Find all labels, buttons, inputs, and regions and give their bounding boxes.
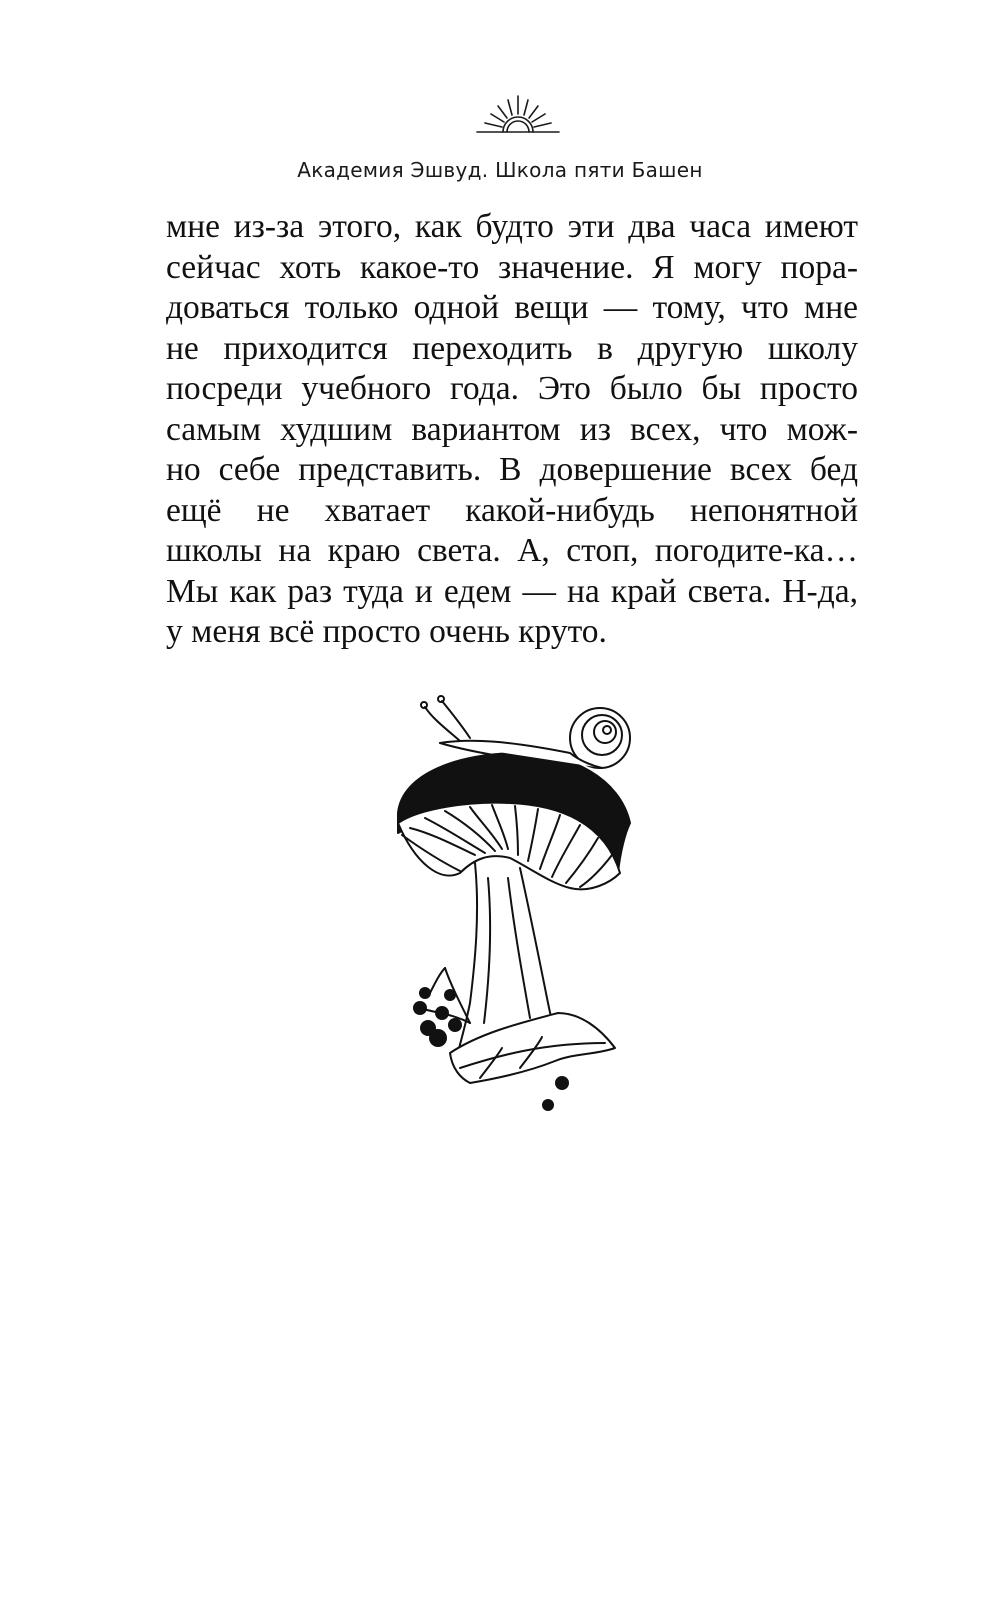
text-line: мне из-за этого, как будто эти два часа имеют xyxy=(166,208,858,245)
text-line: доваться только одной вещи — тому, что мне xyxy=(166,289,858,326)
running-head: Академия Эшвуд. Школа пяти Башен xyxy=(297,158,703,182)
text-line: ещё не хватает какой-нибудь непонятной xyxy=(166,491,858,529)
text-line: но себе представить. В довершение всех бед xyxy=(166,451,858,488)
text-line: сейчас хоть какое-то значение. Я могу пора- xyxy=(166,248,858,286)
text-line: школы на краю света. А, стоп, погодите-ка… xyxy=(166,532,858,569)
sunrise-icon xyxy=(473,94,563,144)
body-paragraph xyxy=(166,207,858,653)
text-line: не приходится переходить в другую школу xyxy=(166,329,858,367)
text-line: Мы как раз туда и едем — на край света. Н-да, xyxy=(166,572,858,610)
text-line: самым худшим вариантом из всех, что мож- xyxy=(166,410,858,448)
snail-on-mushroom-icon xyxy=(380,683,640,1123)
text-line: посреди учебного года. Это было бы просто xyxy=(166,370,858,407)
text-line: у меня всё просто очень круто. xyxy=(166,613,607,650)
